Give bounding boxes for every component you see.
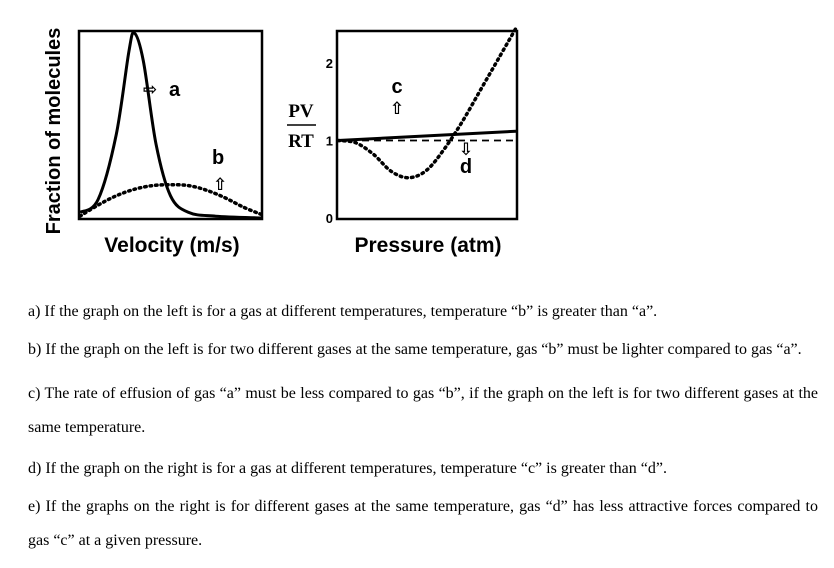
statement-c: c) The rate of effusion of gas “a” must be less compared to gas “b”, if the graph on the left is for two different gases at the same temperature. bbox=[28, 385, 818, 436]
statement-e: e) If the graphs on the right is for different gases at the same temperature, gas “d” has less attractive forces compared to gas “c” at a given pressure. bbox=[28, 498, 818, 549]
series-c-line bbox=[338, 131, 516, 140]
right-y-label-bottom: RT bbox=[288, 131, 314, 152]
annotation-d-label: d bbox=[459, 156, 473, 178]
y-tick-label-2: 2 bbox=[325, 56, 333, 71]
annotation-c-arrow: ⇧ bbox=[389, 99, 405, 118]
series-b-line bbox=[80, 185, 261, 217]
annotation-a-arrow: ⇨ bbox=[143, 80, 158, 99]
y-tick-label-1: 1 bbox=[325, 133, 333, 149]
series-a-line bbox=[80, 33, 261, 218]
annotation-c-label: c bbox=[391, 76, 403, 98]
statement-list bbox=[28, 298, 818, 568]
annotation-b-label: b bbox=[212, 147, 225, 169]
right-plot-frame bbox=[337, 31, 517, 219]
statement-b: b) If the graph on the left is for two different gases at the same temperature, gas “b” must be lighter compared to gas “a”. bbox=[28, 341, 802, 358]
left-y-axis-label: Fraction of molecules bbox=[43, 27, 65, 235]
annotation-b-arrow: ⇧ bbox=[213, 175, 228, 194]
left-chart bbox=[43, 28, 262, 257]
series-d-line bbox=[338, 28, 516, 178]
annotation-d-arrow: ⇩ bbox=[458, 140, 474, 159]
left-plot-frame bbox=[79, 31, 262, 219]
statement-a: a) If the graph on the left is for a gas at different temperatures, temperature “b” is greater than “a”. bbox=[28, 303, 658, 320]
right-x-axis-label: Pressure (atm) bbox=[354, 234, 502, 257]
left-x-axis-label: Velocity (m/s) bbox=[104, 234, 240, 257]
right-y-label-top: PV bbox=[288, 101, 314, 122]
annotation-a-label: a bbox=[169, 79, 181, 101]
right-chart bbox=[287, 28, 517, 257]
y-tick-label-0: 0 bbox=[325, 211, 333, 226]
statement-d: d) If the graph on the right is for a gas at different temperatures, temperature “c” is greater than “d”. bbox=[28, 460, 667, 477]
